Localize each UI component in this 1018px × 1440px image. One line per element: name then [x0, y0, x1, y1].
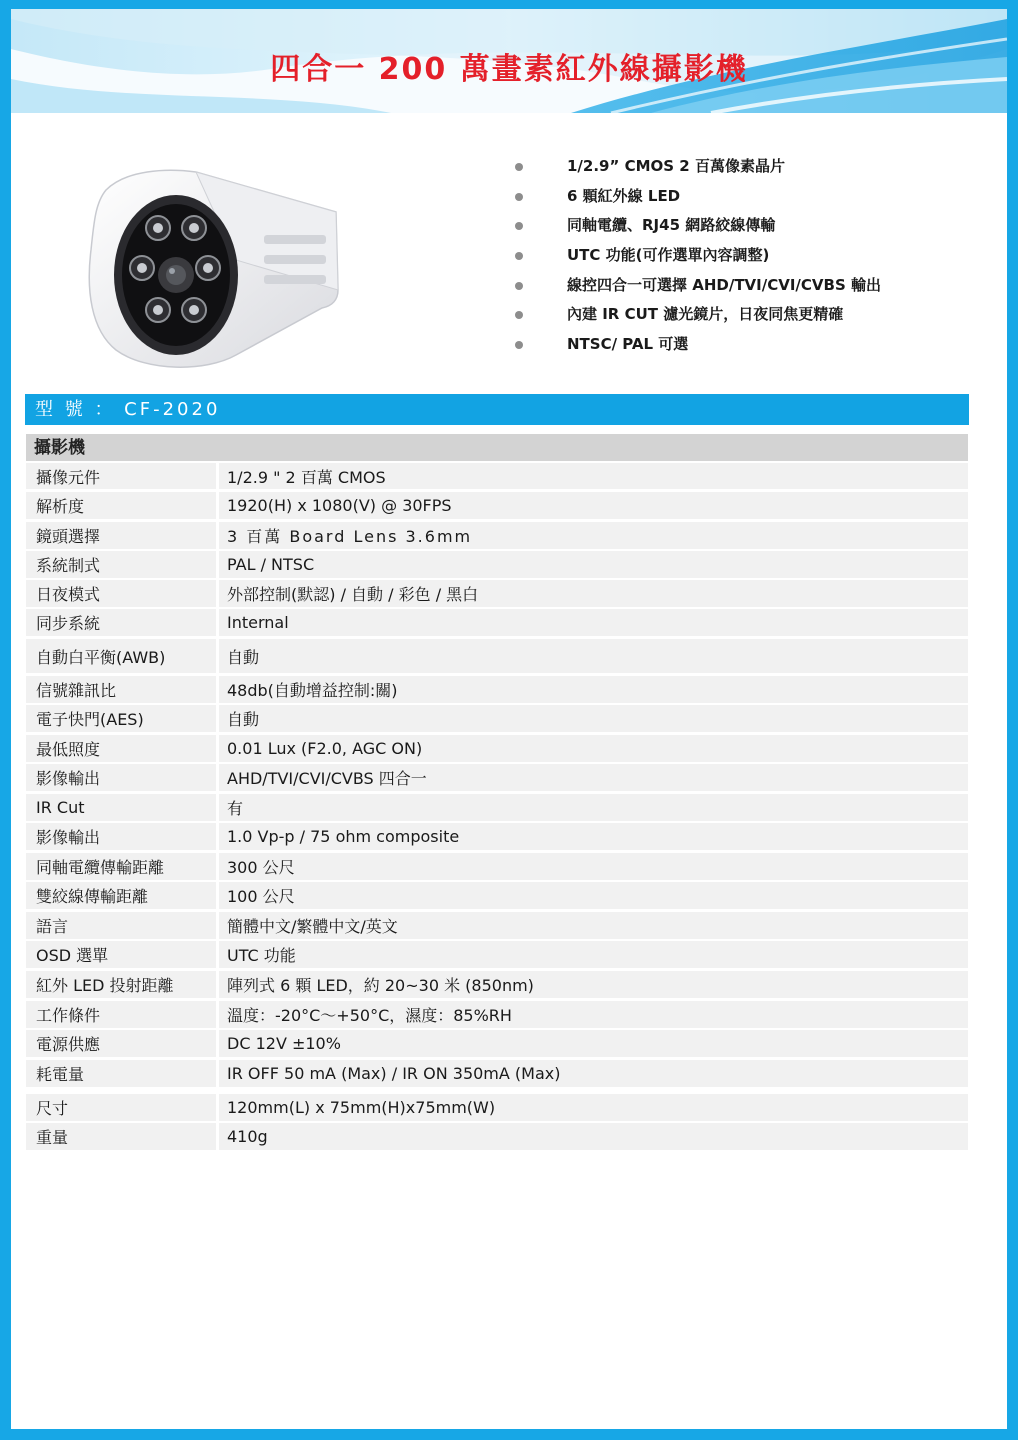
spec-row	[26, 580, 968, 607]
spec-value: 陣列式 6 顆 LED，約 20~30 米 (850nm)	[219, 971, 968, 998]
spec-row	[26, 639, 968, 673]
spec-row	[26, 794, 968, 821]
feature-text: UTC 功能(可作選單內容調整)	[567, 246, 770, 265]
feature-item	[510, 241, 881, 271]
spec-label: 紅外 LED 投射距離	[26, 971, 216, 998]
spec-value: IR OFF 50 mA (Max) / IR ON 350mA (Max)	[219, 1060, 968, 1087]
bullet-icon	[515, 341, 523, 349]
spec-label: 電源供應	[26, 1030, 216, 1057]
feature-list	[510, 152, 881, 360]
spec-label: 工作條件	[26, 1001, 216, 1028]
feature-item	[510, 271, 881, 301]
spec-label: 同步系統	[26, 609, 216, 636]
bullet-icon	[515, 222, 523, 230]
spec-value: DC 12V ±10%	[219, 1030, 968, 1057]
spec-row	[26, 912, 968, 939]
feature-text: 同軸電纜、RJ45 網路絞線傳輸	[567, 216, 776, 235]
spec-label: 耗電量	[26, 1060, 216, 1087]
spec-value: 3 百萬 Board Lens 3.6mm	[219, 522, 968, 549]
section-header	[26, 434, 968, 461]
spec-value: 溫度：-20°C～+50°C，濕度：85%RH	[219, 1001, 968, 1028]
model-bar	[25, 394, 969, 425]
spec-label: OSD 選單	[26, 941, 216, 968]
spec-row	[26, 1060, 968, 1087]
spec-row	[26, 823, 968, 850]
bullet-icon	[515, 193, 523, 201]
spec-value: 外部控制(默認) / 自動 / 彩色 / 黑白	[219, 580, 968, 607]
spec-row	[26, 941, 968, 968]
camera-product-image	[86, 150, 346, 375]
model-number: 型 號 ： CF-2020	[35, 399, 221, 420]
spec-value: 300 公尺	[219, 853, 968, 880]
spec-row	[26, 735, 968, 762]
spec-value: 有	[219, 794, 968, 821]
spec-label: 語言	[26, 912, 216, 939]
spec-label: 最低照度	[26, 735, 216, 762]
spec-label: 信號雜訊比	[26, 676, 216, 703]
section-title: 攝影機	[34, 438, 85, 458]
spec-value: 100 公尺	[219, 882, 968, 909]
spec-label: 解析度	[26, 492, 216, 519]
spec-label: 日夜模式	[26, 580, 216, 607]
spec-value: 自動	[219, 705, 968, 732]
spec-label: 尺寸	[26, 1094, 216, 1121]
feature-item	[510, 152, 881, 182]
spec-label: 影像輸出	[26, 823, 216, 850]
spec-row	[26, 971, 968, 998]
spec-row	[26, 853, 968, 880]
spec-label: 影像輸出	[26, 764, 216, 791]
bullet-icon	[515, 252, 523, 260]
bullet-icon	[515, 163, 523, 171]
spec-value: 0.01 Lux (F2.0, AGC ON)	[219, 735, 968, 762]
spec-row	[26, 609, 968, 636]
spec-value: 1920(H) x 1080(V) @ 30FPS	[219, 492, 968, 519]
spec-label: IR Cut	[26, 794, 216, 821]
spec-row	[26, 1001, 968, 1028]
spec-row	[26, 882, 968, 909]
spec-row	[26, 551, 968, 578]
bullet-icon	[515, 282, 523, 290]
feature-item	[510, 182, 881, 212]
feature-item	[510, 211, 881, 241]
spec-row	[26, 705, 968, 732]
spec-label: 攝像元件	[26, 463, 216, 489]
spec-row	[26, 522, 968, 549]
ir-bullet-camera-icon	[86, 150, 346, 375]
feature-text: 線控四合一可選擇 AHD/TVI/CVI/CVBS 輸出	[567, 275, 881, 294]
spec-value: Internal	[219, 609, 968, 636]
page-title: 四合一 200 萬畫素紅外線攝影機	[270, 52, 748, 87]
feature-text: NTSC/ PAL 可選	[567, 335, 689, 354]
spec-label: 自動白平衡(AWB)	[26, 639, 216, 673]
spec-label: 雙絞線傳輸距離	[26, 882, 216, 909]
spec-value: UTC 功能	[219, 941, 968, 968]
spec-value: 410g	[219, 1123, 968, 1150]
spec-label: 電子快門(AES)	[26, 705, 216, 732]
spec-value: AHD/TVI/CVI/CVBS 四合一	[219, 764, 968, 791]
spec-value: PAL / NTSC	[219, 551, 968, 578]
feature-text: 1/2.9” CMOS 2 百萬像素晶片	[567, 157, 785, 175]
spec-value: 簡體中文/繁體中文/英文	[219, 912, 968, 939]
spec-row	[26, 1094, 968, 1121]
spec-value: 120mm(L) x 75mm(H)x75mm(W)	[219, 1094, 968, 1121]
spec-row	[26, 676, 968, 703]
spec-value: 48db(自動增益控制:關)	[219, 676, 968, 703]
spec-row	[26, 463, 968, 489]
bullet-icon	[515, 311, 523, 319]
spec-label: 鏡頭選擇	[26, 522, 216, 549]
spec-value: 1.0 Vp-p / 75 ohm composite	[219, 823, 968, 850]
spec-row	[26, 1123, 968, 1150]
spec-label: 重量	[26, 1123, 216, 1150]
spec-row	[26, 764, 968, 791]
feature-item	[510, 300, 881, 330]
spec-row	[26, 1030, 968, 1057]
spec-row	[26, 492, 968, 519]
spec-label: 同軸電纜傳輸距離	[26, 853, 216, 880]
spec-value: 1/2.9 " 2 百萬 CMOS	[219, 463, 968, 489]
feature-text: 6 顆紅外線 LED	[567, 186, 681, 205]
feature-item	[510, 330, 881, 360]
spec-label: 系統制式	[26, 551, 216, 578]
feature-text: 內建 IR CUT 濾光鏡片，日夜同焦更精確	[567, 305, 844, 324]
spec-value: 自動	[219, 639, 968, 673]
